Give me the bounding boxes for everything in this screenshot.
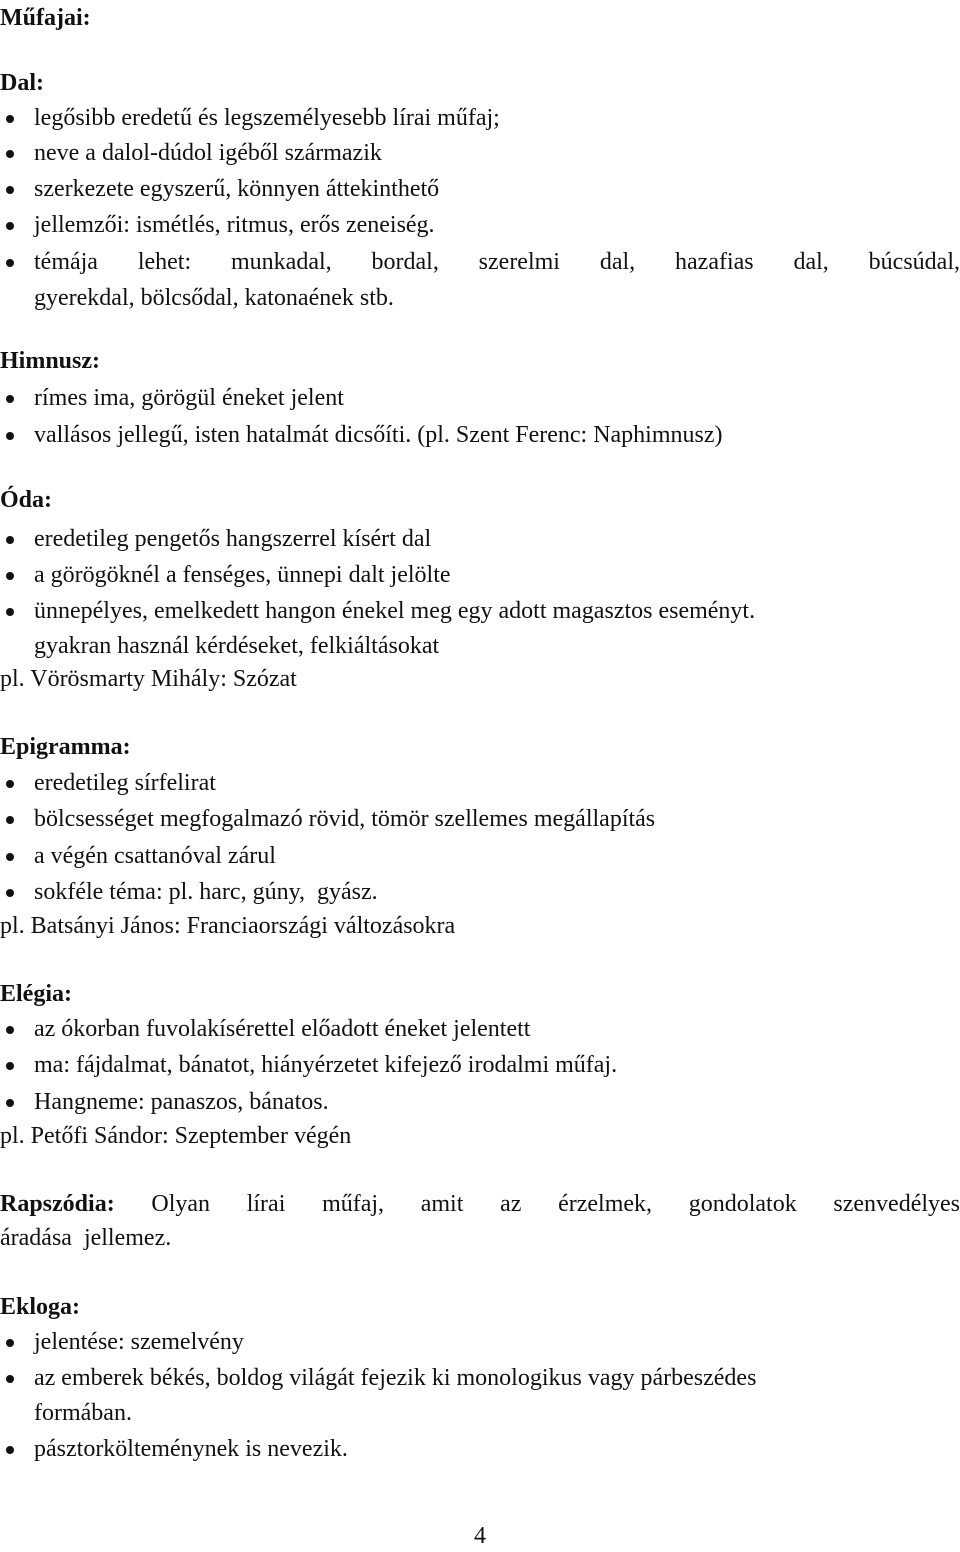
rapszodia-paragraph-line2: áradása jellemez. bbox=[0, 1225, 172, 1251]
page-title: Műfajai: bbox=[0, 5, 91, 31]
bullet-icon bbox=[6, 572, 14, 580]
rapszodia-paragraph-line1: Rapszódia: Olyan lírai műfaj, amit az érzelmek, gondolatok szenvedélyes bbox=[0, 1188, 960, 1220]
elegia-heading: Elégia: bbox=[0, 981, 72, 1007]
bullet-icon bbox=[6, 259, 14, 267]
example-line: pl. Petőfi Sándor: Szeptember végén bbox=[0, 1123, 352, 1149]
oda-heading: Óda: bbox=[0, 487, 53, 513]
bullet-icon bbox=[6, 1062, 14, 1070]
bullet-icon bbox=[6, 1375, 14, 1383]
document-page: Műfajai: Dal: legősibb eredetű és legszemélyesebb lírai műfaj; neve a dalol-dúdol igéből származik szerkezete egyszerű, könnyen áttekinthető jellemzői: ismétlés, ritmus, erős zeneiség. témája lehet: munkadal, bordal, szerelmi dal, hazafias dal, búcsúdal, gyerekdal, bölcsődal, katonaének stb. Himnusz: rímes ima, görögül éneket jelent vallásos jellegű, isten hatalmát dicsőíti. (pl. Szent Ferenc: Naphimnusz) Óda: eredetileg pengetős hangszerrel kísért dal a görögöknél a fenséges, ünnepi dalt jelölte ünnepélyes, emelkedett hangon énekel meg egy adott magasztos eseményt. gyakran használ kérdéseket, felkiáltásokat pl. Vörösmarty Mihály: Szózat Epigramma: eredetileg sírfelirat bölcsességet megfogalmazó rövid, tömör szellemes megállapítás a végén csattanóval zárul sokféle téma: pl. harc, gúny, gyász. pl. Batsányi János: Franciaországi változásokra Elégia: az ókorban fuvolakísérettel előadott éneket jelentett ma: fájdalmat, bánatot, hiányérzetet kifejező irodalmi műfaj. Hangneme: panaszos, bánatos. pl. Petőfi Sándor: Szeptember végén Rapszódia: Olyan lírai műfaj, amit az érzelmek, gondolatok szenvedélyes áradása jellemez. Ekloga: jelentése: szemelvény az emberek békés, boldog világát fejezik ki monologikus vagy párbeszédes formában. pásztorkölteménynek is nevezik. 4 bbox=[0, 0, 960, 1543]
bullet-icon bbox=[6, 115, 14, 123]
bullet-icon bbox=[6, 780, 14, 788]
rapszodia-heading: Rapszódia: bbox=[0, 1191, 115, 1217]
example-line: pl. Batsányi János: Franciaországi változásokra bbox=[0, 913, 456, 939]
bullet-icon bbox=[6, 816, 14, 824]
bullet-icon bbox=[6, 608, 14, 616]
ekloga-heading: Ekloga: bbox=[0, 1294, 81, 1320]
bullet-icon bbox=[6, 853, 14, 861]
bullet-icon bbox=[6, 536, 14, 544]
bullet-icon bbox=[6, 1446, 14, 1454]
list-item-continuation: gyerekdal, bölcsődal, katonaének stb. bbox=[34, 285, 394, 311]
epigramma-heading: Epigramma: bbox=[0, 734, 131, 760]
bullet-icon bbox=[6, 222, 14, 230]
bullet-icon bbox=[6, 1026, 14, 1034]
bullet-icon bbox=[6, 186, 14, 194]
example-line: pl. Vörösmarty Mihály: Szózat bbox=[0, 666, 297, 692]
list-item-continuation: formában. bbox=[34, 1400, 132, 1426]
bullet-icon bbox=[6, 150, 14, 158]
himnusz-heading: Himnusz: bbox=[0, 348, 101, 374]
bullet-icon bbox=[6, 1099, 14, 1107]
dal-heading: Dal: bbox=[0, 70, 44, 96]
bullet-icon bbox=[6, 889, 14, 897]
bullet-icon bbox=[6, 432, 14, 440]
justified-line: témája lehet: munkadal, bordal, szerelmi dal, hazafias dal, búcsúdal, bbox=[34, 249, 960, 275]
list-item-continuation: gyakran használ kérdéseket, felkiáltásokat bbox=[34, 633, 440, 659]
bullet-icon bbox=[6, 395, 14, 403]
bullet-icon bbox=[6, 1339, 14, 1347]
page-number: 4 bbox=[474, 1523, 486, 1549]
